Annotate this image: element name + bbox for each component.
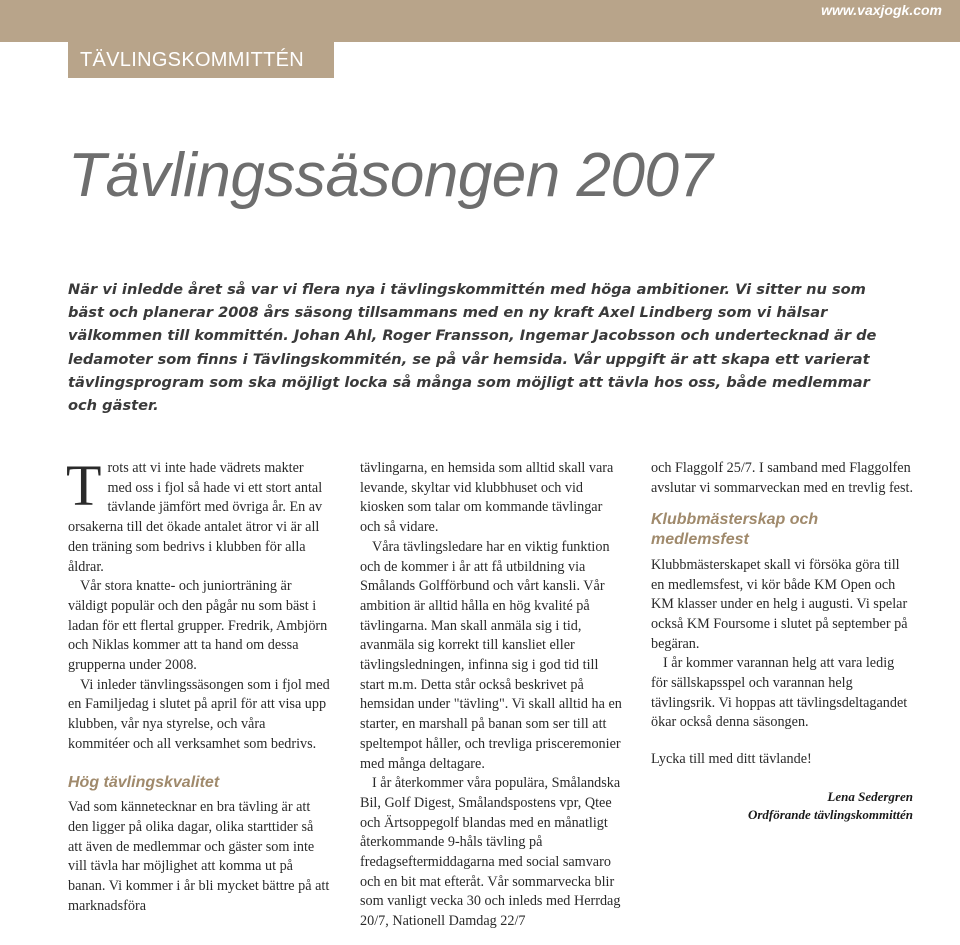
paragraph: Vår stora knatte- och juniorträning är väldigt populär och den pågår nu som bäst i ladan för ett flertal grupper. Fredrik, Ambjörn och Niklas kommer att ta hand om dessa grupperna under 2008. <box>68 578 328 674</box>
article-column-2 <box>360 459 622 932</box>
paragraph: rots att vi inte hade vädrets makter med oss i fjol så hade vi ett stort antal tävlande jämfört med övriga år. En av orsakerna till det ökade antalet ätror vi är all den träning som bedrivs i klubben för alla åldrar. <box>68 460 323 575</box>
signature-name: Lena Sedergren <box>827 788 913 804</box>
paragraph: Våra tävlingsledare har en viktig funktion och de kommer i år att få utbildning via Smålands Golfförbund och vårt kansli. Vår ambition är alltid hålla en hög kvalité på tävlingarna. Man skall anmäla sig i tid, avanmäla sig korrekt till kansliet eller tävlingsledningen, infinna sig i god tid till start m.m. Detta står också beskrivet på hemsidan under "tävling". Vi skall alltid ha en starter, en marshall på banan som ser till att speltempot håller, och trevliga prisceremonier med många deltagare. <box>360 538 622 772</box>
paragraph: I år återkommer våra populära, Smålandska Bil, Golf Digest, Smålandspostens vpr, Qtee och Ärtsoppegolf blandas med en månatligt återkommande 9-håls tävling på fredagseftermiddagarna med social samvaro och en bit mat efteråt. Vår sommarvecka blir som vanligt vecka 30 och inleds med Herrdag 20/7, Nationell Damdag 22/7 <box>360 775 621 930</box>
article-column-3 <box>651 459 913 824</box>
article-intro: När vi inledde året så var vi flera nya i tävlingskommittén med höga ambitioner. Vi sitter nu som bäst och planerar 2008 års säsong tillsammans med en ny kraft Axel Lindberg som vi hälsar välkommen till kommittén. Johan Ahl, Roger Fransson, Ingemar Jacobsson och undertecknad är de ledamoter som finns i Tävlingskommitén, se på vår hemsida. Vår uppgift är att skapa ett varierat tävlingsprogram som ska möjligt locka så många som möjligt att tävla hos oss, både medlemmar och gäster. <box>68 281 877 415</box>
dropcap-letter: T <box>66 453 102 518</box>
header-bar <box>0 0 960 42</box>
paragraph: Vad som kännetecknar en bra tävling är att den ligger på olika dagar, olika starttider så att även de medlemmar och gäster som inte vill tävla har möjlighet att komma ut på banan. Vi kommer i år bli mycket bättre på att marknadsföra <box>68 799 330 914</box>
paragraph: I år kommer varannan helg att vara ledig för sällskapsspel och varannan helg tävlingsrik. Vi hoppas att tävlingsdeltagandet ökar också denna säsongen. <box>651 655 908 731</box>
paragraph: Vi inleder tänvlingssäsongen som i fjol med en Familjedag i slutet på april för att visa upp klubben, vår nya styrelse, och våra kommitéer och all verksamhet som bedrivs. <box>68 676 330 752</box>
paragraph: tävlingarna, en hemsida som alltid skall vara levande, skyltar vid klubbhuset och vid kiosken som talar om kommande tävlingar och så vidare. <box>360 460 614 536</box>
paragraph-spacer <box>651 733 913 750</box>
paragraph: Klubbmästerskapet skall vi försöka göra till en medlemsfest, vi kör både KM Open och KM klasser under en helg i augusti. Vi spelar också KM Foursome i slutet på september på begäran. <box>651 556 908 652</box>
section-subheading: Hög tävlingskvalitet <box>68 773 220 791</box>
paragraph: Lycka till med ditt tävlande! <box>651 751 812 768</box>
site-url-link[interactable]: www.vaxjogk.com <box>821 2 942 18</box>
article-column-1 <box>66 453 330 916</box>
signature <box>651 788 913 824</box>
section-label: TÄVLINGSKOMMITTÉN <box>68 42 334 78</box>
article-title: Tävlingssäsongen 2007 <box>68 141 713 210</box>
dropcap-paragraph <box>66 453 330 577</box>
paragraph: och Flaggolf 25/7. I samband med Flaggolfen avslutar vi sommarveckan med en trevlig fest. <box>651 460 913 496</box>
signature-title: Ordförande tävlingskommittén <box>747 806 913 822</box>
section-subheading: Klubbmästerskap och medlemsfest <box>651 511 819 549</box>
